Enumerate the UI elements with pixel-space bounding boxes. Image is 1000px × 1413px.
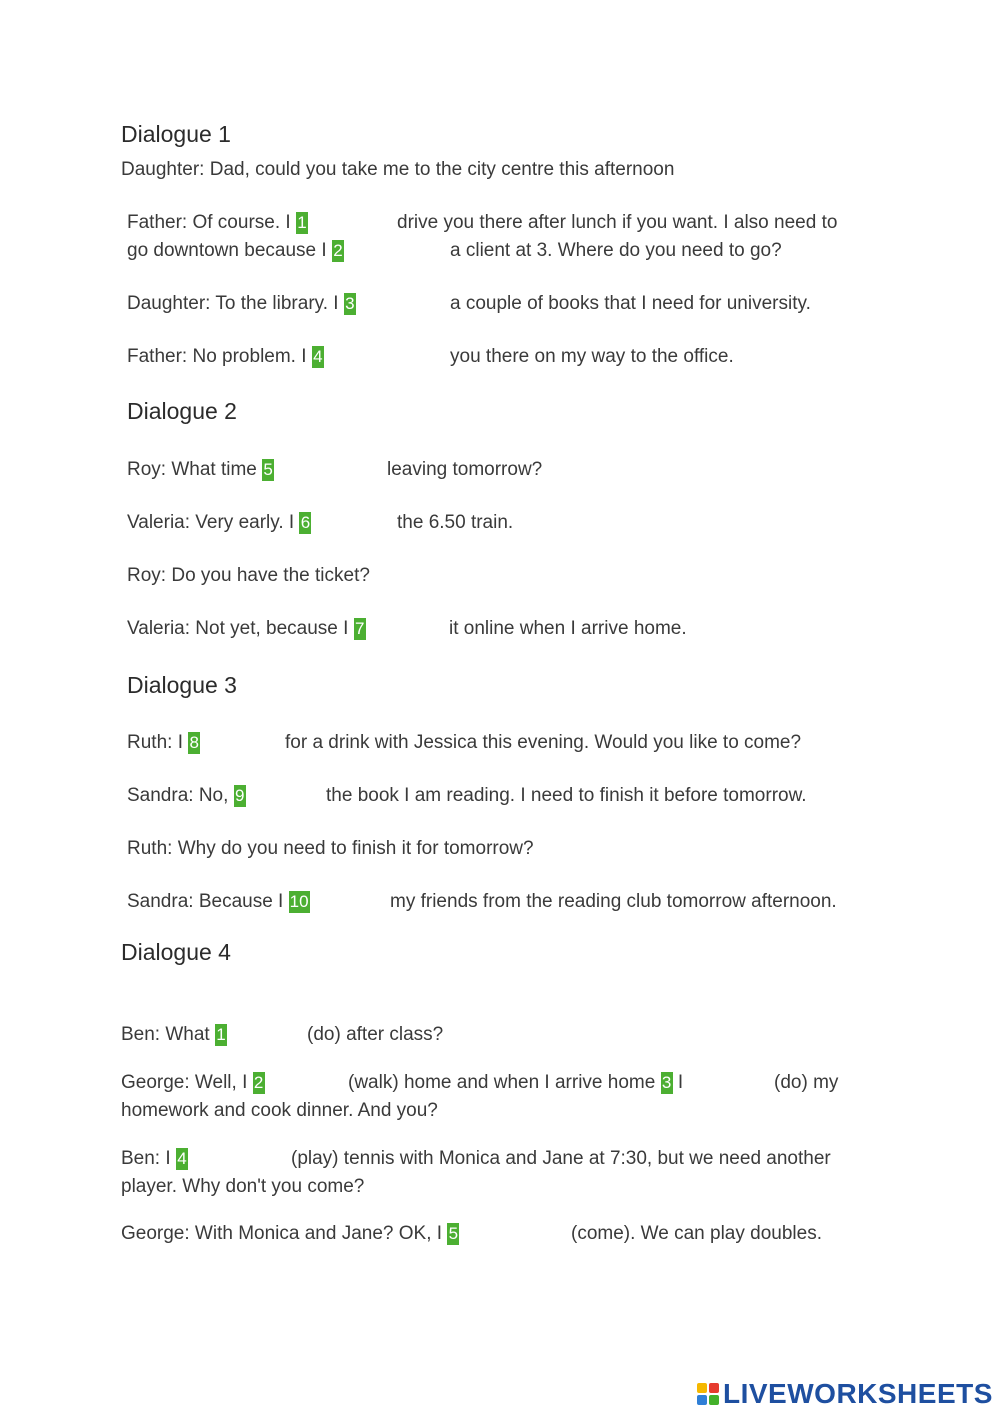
- gap-number-5[interactable]: 5: [263, 460, 273, 479]
- liveworksheets-logo: [697, 1378, 993, 1410]
- dialogue-4-line-5: player. Why don't you come?: [121, 1176, 365, 1197]
- dialogue-4-title: Dialogue 4: [121, 939, 231, 965]
- gap-number-10[interactable]: 10: [289, 892, 309, 911]
- liveworksheets-logo-text: LIVEWORKSHEETS: [723, 1378, 993, 1409]
- dialogue-3-line-3: Ruth: Why do you need to finish it for tomorrow?: [127, 838, 534, 859]
- dialogue-3-title: Dialogue 3: [127, 672, 237, 698]
- gap-number-1[interactable]: 1: [297, 213, 307, 232]
- gap-number-d4-3[interactable]: 3: [661, 1073, 672, 1092]
- dialogue-2-line-3: Roy: Do you have the ticket?: [127, 565, 370, 586]
- gap-number-d4-5[interactable]: 5: [448, 1224, 459, 1243]
- liveworksheets-logo-icon: [697, 1383, 719, 1405]
- dialogue-2-title: Dialogue 2: [127, 398, 237, 424]
- dialogue-4-line-3: homework and cook dinner. And you?: [121, 1100, 438, 1121]
- gap-number-d4-4[interactable]: 4: [177, 1149, 187, 1168]
- gap-number-4[interactable]: 4: [313, 347, 323, 366]
- gap-number-3[interactable]: 3: [345, 294, 355, 313]
- gap-number-7[interactable]: 7: [354, 619, 365, 638]
- dialogue-1-line-1: Daughter: Dad, could you take me to the city centre this afternoon: [121, 159, 675, 180]
- gap-number-d4-1[interactable]: 1: [216, 1025, 226, 1044]
- gap-number-2[interactable]: 2: [333, 241, 343, 260]
- gap-number-8[interactable]: 8: [189, 733, 199, 752]
- gap-number-d4-2[interactable]: 2: [253, 1073, 264, 1092]
- dialogue-1-title: Dialogue 1: [121, 121, 231, 147]
- gap-number-6[interactable]: 6: [300, 513, 311, 532]
- gap-number-9[interactable]: 9: [234, 786, 245, 805]
